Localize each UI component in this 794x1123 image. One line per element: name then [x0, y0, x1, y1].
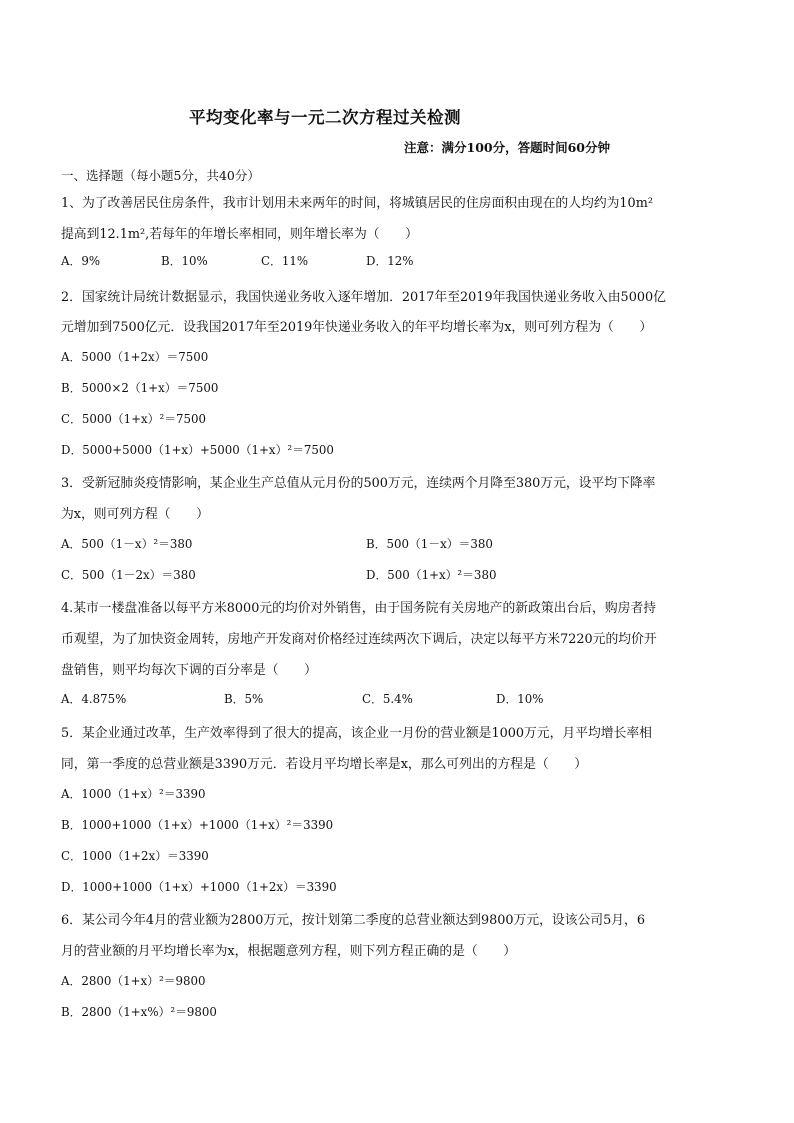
- question-3-option-d: D．500（1+x）²＝380: [366, 568, 497, 582]
- question-4-options: [61, 690, 543, 707]
- question-2-line-2: 元增加到7500亿元．设我国2017年至2019年快递业务收入的年平均增长率为x，则可列方程为（ ）: [61, 320, 653, 335]
- question-1-line-2: 提高到12.1m²,若每年的年增长率相同，则年增长率为（ ）: [61, 227, 418, 242]
- option-c: C．5.4%: [362, 692, 413, 706]
- question-4-line-2: 币观望，为了加快资金周转，房地产开发商对价格经过连续两次下调后，决定以每平方米7220元的均价开: [61, 632, 657, 647]
- option-a: A．9%: [61, 254, 101, 268]
- question-5-line-2: 同，第一季度的总营业额是3390万元．若设月平均增长率是x，那么可列出的方程是（ ）: [61, 757, 588, 772]
- question-2-option-b: B．5000×2（1+x）＝7500: [61, 381, 219, 395]
- option-a: A．4.875%: [61, 692, 127, 706]
- question-4-line-3: 盘销售，则平均每次下调的百分率是（ ）: [61, 663, 317, 678]
- exam-note: 注意：满分100分，答题时间60分钟: [404, 140, 610, 155]
- question-6-line-2: 月的营业额的月平均增长率为x，根据题意列方程，则下列方程正确的是（ ）: [61, 944, 517, 959]
- question-5-option-b: B．1000+1000（1+x）+1000（1+x）²＝3390: [61, 818, 334, 832]
- option-d: D．10%: [496, 692, 544, 706]
- section-heading: 一、选择题（每小题5分，共40分）: [61, 168, 260, 183]
- question-2-option-c: C．5000（1+x）²＝7500: [61, 412, 207, 426]
- question-5-line-1: 5．某企业通过改革，生产效率得到了很大的提高，该企业一月份的营业额是1000万元，月平均增长率相: [61, 726, 652, 741]
- question-6-option-a: A．2800（1+x）²＝9800: [61, 974, 206, 988]
- question-3-line-1: 3．受新冠肺炎疫情影响，某企业生产总值从元月份的500万元，连续两个月降至380万元，设平均下降率: [61, 476, 656, 491]
- option-b: B．10%: [161, 254, 208, 268]
- question-6-option-b: B．2800（1+x%）²＝9800: [61, 1005, 217, 1019]
- question-2-line-1: 2．国家统计局统计数据显示，我国快递业务收入逐年增加．2017年至2019年我国快递业务收入由5000亿: [61, 290, 666, 305]
- question-5-option-c: C．1000（1+2x）＝3390: [61, 849, 209, 863]
- question-3-option-c: C．500（1－2x）＝380: [61, 568, 196, 582]
- document-title: 平均变化率与一元二次方程过关检测: [189, 108, 461, 127]
- question-1-line-1: 1、为了改善居民住房条件，我市计划用未来两年的时间，将城镇居民的住房面积由现在的人均约为10m²: [61, 196, 653, 211]
- option-c: C．11%: [261, 254, 309, 268]
- question-3-line-2: 为x，则可列方程（ ）: [61, 507, 209, 522]
- question-6-line-1: 6．某公司今年4月的营业额为2800万元，按计划第二季度的总营业额达到9800万元，设该公司5月，6: [61, 913, 645, 928]
- question-2-option-a: A．5000（1+2x）＝7500: [61, 350, 209, 364]
- question-3-option-b: B．500（1－x）＝380: [366, 537, 493, 551]
- question-4-line-1: 4.某市一楼盘准备以每平方米8000元的均价对外销售，由于国务院有关房地产的新政策出台后，购房者持: [61, 601, 657, 616]
- option-d: D．12%: [366, 254, 414, 268]
- question-2-option-d: D．5000+5000（1+x）+5000（1+x）²＝7500: [61, 443, 334, 457]
- question-1-options: [61, 252, 413, 269]
- question-5-option-d: D．1000+1000（1+x）+1000（1+2x）＝3390: [61, 880, 337, 894]
- question-3-option-a: A．500（1－x）²＝380: [61, 537, 193, 551]
- question-5-option-a: A．1000（1+x）²＝3390: [61, 787, 206, 801]
- option-b: B．5%: [224, 692, 264, 706]
